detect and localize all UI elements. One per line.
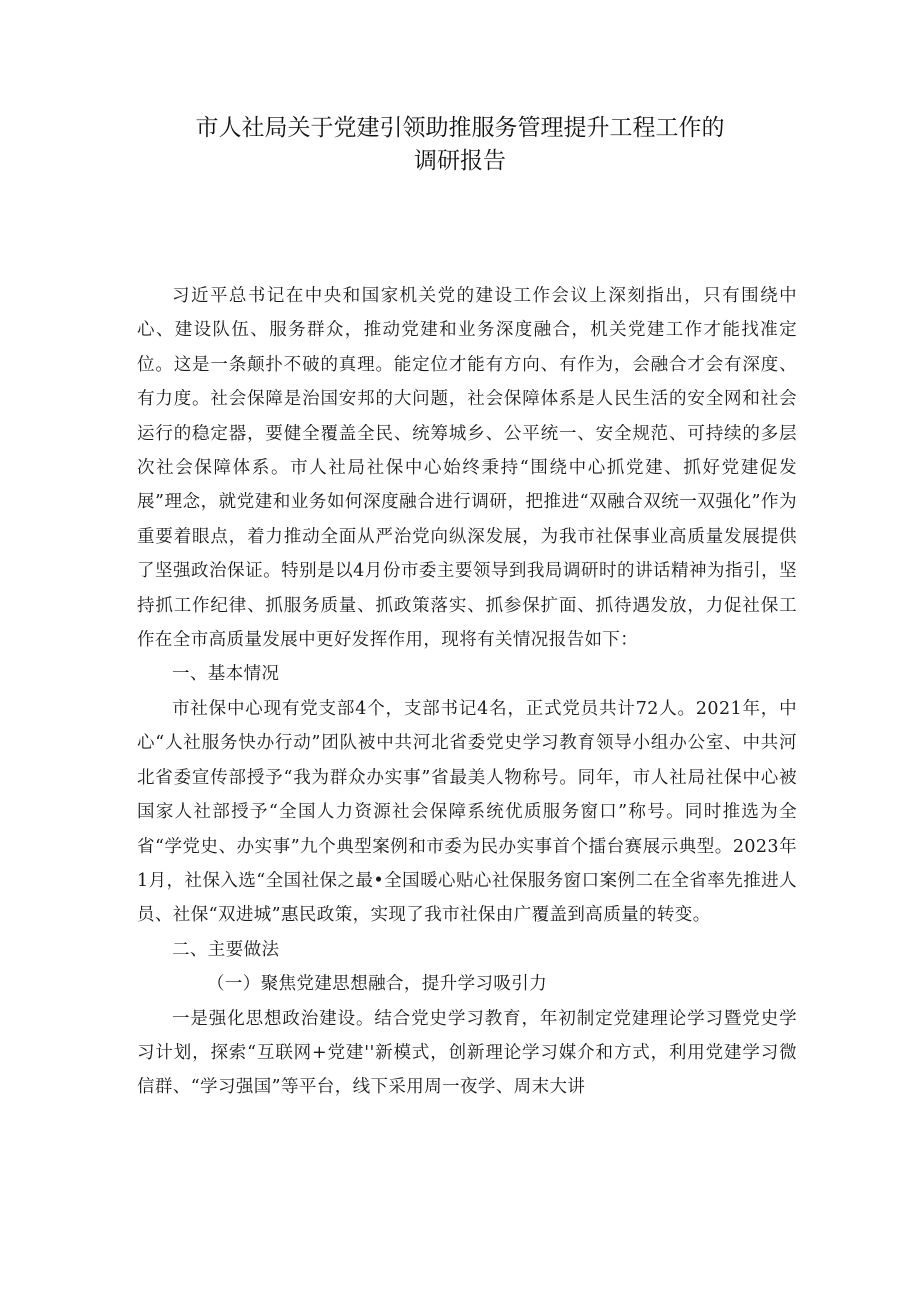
document-title-line-1: 市人社局关于党建引领助推服务管理提升工程工作的 <box>195 115 725 141</box>
document-title-line-2: 调研报告 <box>414 148 506 174</box>
document-body <box>137 279 797 1105</box>
political-building-paragraph: 一是强化思想政治建设。结合党史学习教育，年初制定党建理论学习暨党史学习计划，探索“互联网+党建''新模式，创新理论学习媒介和方式，利用党建学习微信群、“学习强国”等平台，线下采用周一夜学、周末大讲 <box>137 1008 797 1098</box>
intro-paragraph: 习近平总书记在中央和国家机关党的建设工作会议上深刻指出，只有围绕中心、建设队伍、服务群众，推动党建和业务深度融合，机关党建工作才能找准定位。这是一条颠扑不破的真理。能定位才能有方向、有作为，会融合才会有深度、有力度。社会保障是治国安邦的大问题，社会保障体系是人民生活的安全网和社会运行的稳定器，要健全覆盖全民、统筹城乡、公平统一、安全规范、可持续的多层次社会保障体系。市人社局社保中心始终秉持“围绕中心抓党建、抓好党建促发展”理念，就党建和业务如何深度融合进行调研，把推进“双融合双统一双强化”作为重要着眼点，着力推动全面从严治党向纵深发展，为我市社保事业高质量发展提供了坚强政治保证。特别是以4月份市委主要领导到我局调研时的讲话精神为指引，坚持抓工作纪律、抓服务质量、抓政策落实、抓参保扩面、抓待遇发放，力促社保工作在全市高质量发展中更好发挥作用，现将有关情况报告如下： <box>137 286 797 651</box>
document-title <box>130 112 790 178</box>
section-heading-main-practices: 二、主要做法 <box>172 939 280 960</box>
basic-situation-paragraph: 市社保中心现有党支部4个，支部书记4名，正式党员共计72人。2021年，中心“人社服务快办行动”团队被中共河北省委党史学习教育领导小组办公室、中共河北省委宣传部授予“我为群众办实事”省最美人物称号。同年，市人社局社保中心被国家人社部授予“全国人力资源社会保障系统优质服务窗口”称号。同时推选为全省“学党史、办实事”九个典型案例和市委为民办实事首个擂台赛展示典型。2023年1月，社保入选“全国社保之最•全国暖心贴心社保服务窗口案例二在全省率先推进人员、社保“双进城”惠民政策，实现了我市社保由广覆盖到高质量的转变。 <box>137 698 797 926</box>
subsection-heading-1: （一）聚焦党建思想融合，提升学习吸引力 <box>207 974 548 995</box>
section-heading-basic-situation: 一、基本情况 <box>172 664 280 685</box>
